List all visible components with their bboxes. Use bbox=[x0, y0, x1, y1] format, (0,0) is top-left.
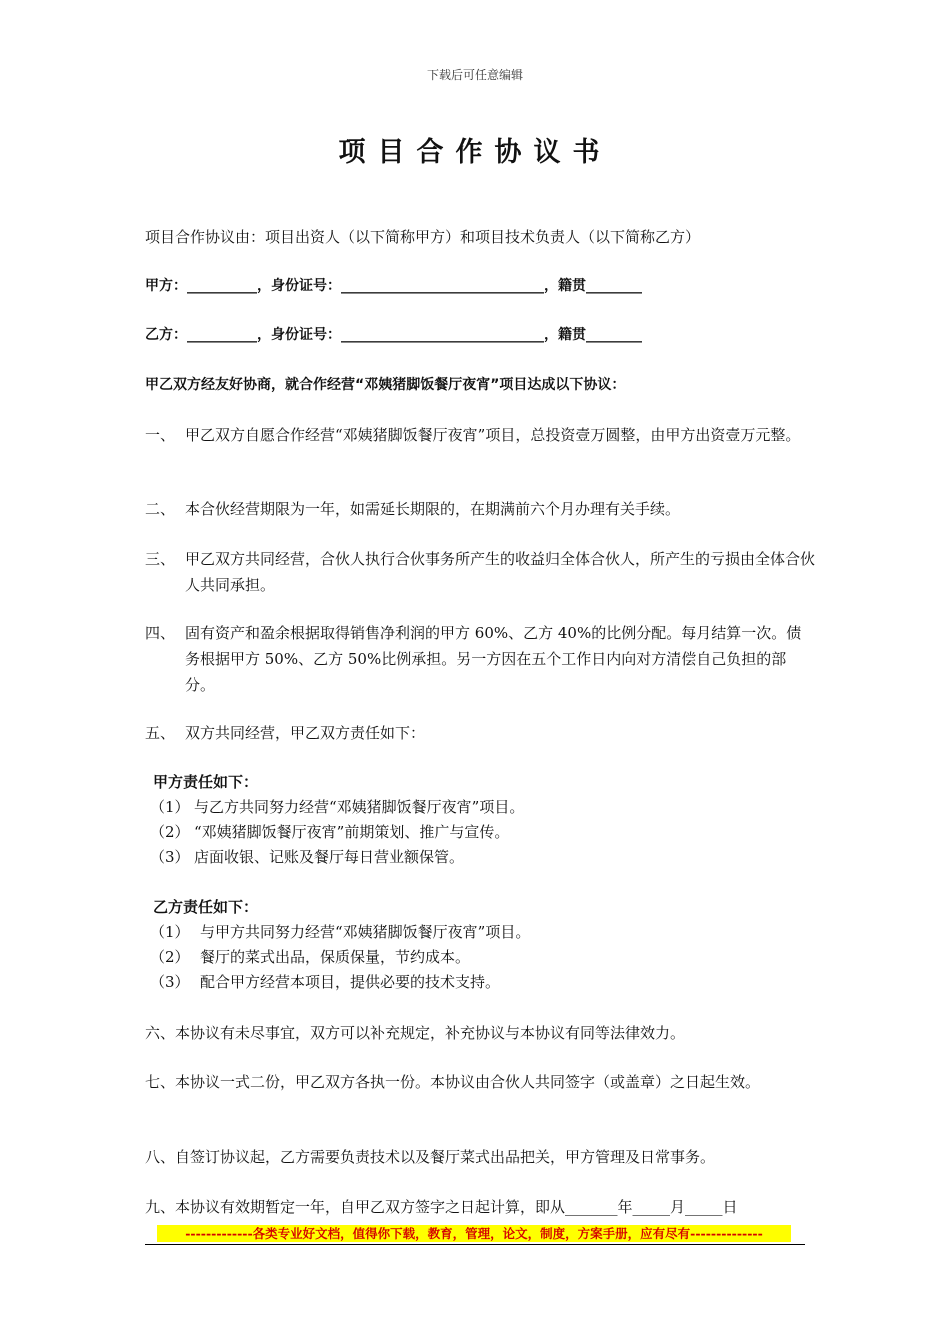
duty-number: （3） bbox=[150, 973, 190, 991]
party-b-duty-item bbox=[150, 920, 530, 945]
duty-text: 配合甲方经营本项目，提供必要的技术支持。 bbox=[200, 973, 501, 991]
clause-number: 二、 bbox=[145, 500, 176, 518]
clause-text: 本合伙经营期限为一年，如需延长期限的，在期满前六个月办理有关手续。 bbox=[185, 500, 681, 518]
clause-text: 甲乙双方自愿合作经营“邓姨猪脚饭餐厅夜宵”项目，总投资壹万圆整，由甲方出资壹万元整。 bbox=[185, 426, 801, 444]
party-a-line: 甲方：__________，身份证号：_____________________________，籍贯________ bbox=[145, 278, 642, 294]
intro-paragraph: 项目合作协议由：项目出资人（以下简称甲方）和项目技术负责人（以下简称乙方） bbox=[145, 228, 701, 246]
party-a-duties-heading: 甲方责任如下： bbox=[153, 773, 259, 791]
clause-number: 一、 bbox=[145, 426, 176, 444]
clause-text: 甲乙双方共同经营，合伙人执行合伙事务所产生的收益归全体合伙人，所产生的亏损由全体合伙人共同承担。 bbox=[185, 550, 816, 594]
footer-divider bbox=[145, 1244, 805, 1245]
clause-6: 六、本协议有未尽事宜，双方可以补充规定，补充协议与本协议有同等法律效力。 bbox=[145, 1024, 686, 1042]
party-a-duty-item bbox=[150, 820, 509, 845]
document-title: 项目合作协议书 bbox=[338, 137, 612, 168]
party-a-duty-item bbox=[150, 845, 464, 870]
party-a-duty-item bbox=[150, 795, 524, 820]
clause-3 bbox=[145, 546, 815, 598]
clause-9: 九、本协议有效期暂定一年，自甲乙双方签字之日起计算，即从_______年_____月_____日 bbox=[145, 1198, 738, 1216]
clause-text: 固有资产和盈余根据取得销售净利润的甲方 60%、乙方 40%的比例分配。每月结算一次。债务根据甲方 50%、乙方 50%比例承担。另一方因在五个工作日内向对方清偿自己负担的部分。 bbox=[185, 624, 802, 694]
duty-text: 与甲方共同努力经营“邓姨猪脚饭餐厅夜宵”项目。 bbox=[200, 923, 531, 941]
party-b-line: 乙方：__________，身份证号：_____________________________，籍贯________ bbox=[145, 327, 642, 343]
duty-number: （1） bbox=[150, 923, 190, 941]
duty-number: （3） bbox=[150, 848, 190, 866]
clause-1 bbox=[145, 422, 815, 448]
clause-text: 双方共同经营，甲乙双方责任如下： bbox=[185, 724, 426, 742]
page-header-note: 下载后可任意编辑 bbox=[426, 68, 523, 82]
clause-5 bbox=[145, 720, 815, 746]
duty-text: 与乙方共同努力经营“邓姨猪脚饭餐厅夜宵”项目。 bbox=[194, 798, 525, 816]
party-b-duty-item bbox=[150, 945, 470, 970]
clause-2 bbox=[145, 496, 815, 522]
clause-7: 七、本协议一式二份，甲乙双方各执一份。本协议由合伙人共同签字（或盖章）之日起生效。 bbox=[145, 1073, 761, 1091]
duty-number: （1） bbox=[150, 798, 190, 816]
clause-number: 三、 bbox=[145, 550, 176, 568]
preamble: 甲乙双方经友好协商，就合作经营“邓姨猪脚饭餐厅夜宵”项目达成以下协议： bbox=[145, 377, 626, 393]
clause-4 bbox=[145, 620, 815, 698]
duty-text: 店面收银、记账及餐厅每日营业额保管。 bbox=[194, 848, 465, 866]
clause-number: 五、 bbox=[145, 724, 176, 742]
duty-number: （2） bbox=[150, 948, 190, 966]
footer-promo-banner: -------------各类专业好文档，值得你下载，教育，管理，论文，制度，方案手册，应有尽有-------------- bbox=[157, 1225, 791, 1242]
party-b-duty-item bbox=[150, 970, 500, 995]
clause-8: 八、自签订协议起，乙方需要负责技术以及餐厅菜式出品把关，甲方管理及日常事务。 bbox=[145, 1148, 716, 1166]
duty-number: （2） bbox=[150, 823, 190, 841]
party-b-duties-heading: 乙方责任如下： bbox=[153, 898, 259, 916]
duty-text: “邓姨猪脚饭餐厅夜宵”前期策划、推广与宣传。 bbox=[194, 823, 510, 841]
clause-number: 四、 bbox=[145, 624, 176, 642]
duty-text: 餐厅的菜式出品，保质保量，节约成本。 bbox=[200, 948, 471, 966]
